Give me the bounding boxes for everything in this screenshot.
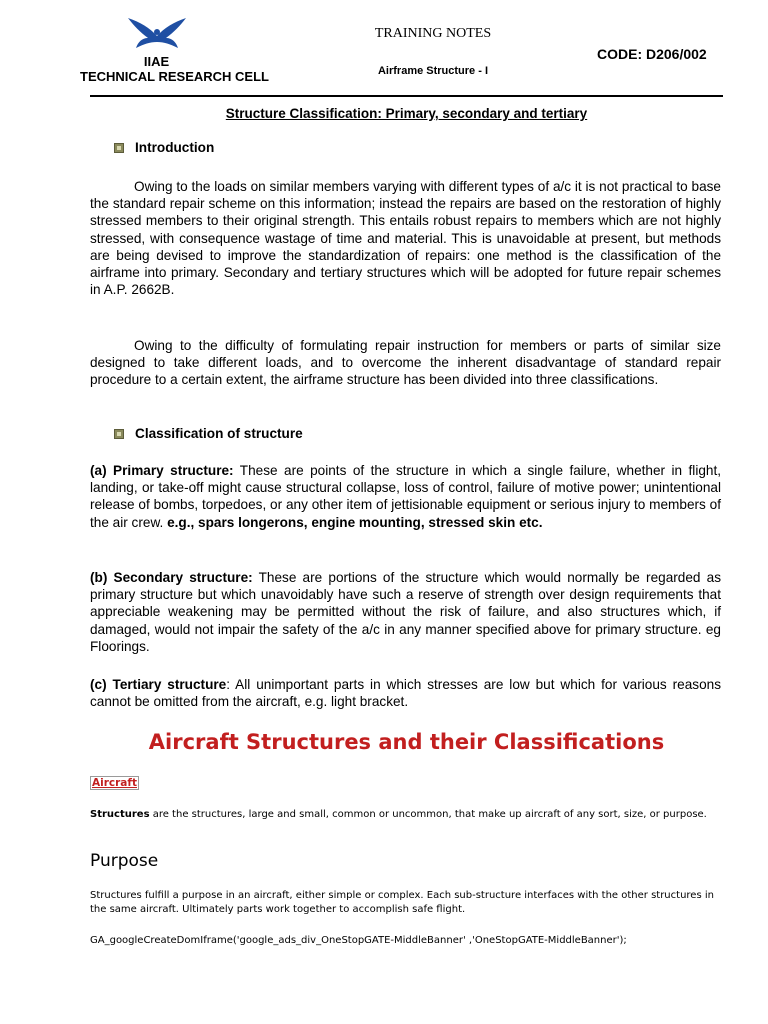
primary-structure-paragraph — [90, 462, 721, 531]
bullet-icon — [114, 429, 124, 439]
document-code: CODE: D206/002 — [597, 46, 707, 62]
primary-examples: e.g., spars longerons, engine mounting, stressed skin etc. — [167, 514, 543, 530]
purpose-heading: Purpose — [90, 851, 159, 871]
secondary-structure-paragraph — [90, 569, 721, 655]
aircraft-link[interactable]: Aircraft — [92, 777, 137, 789]
tertiary-structure-paragraph — [90, 676, 721, 710]
primary-text: These are points of the structure in which a single failure, whether in flight, landing, or take-off might cause structural collapse, loss of control, failure of motive power; unintentional release of bombs, torpedoes, or any other item of jettisionable equipment or serious injury to members of the air crew. — [90, 463, 722, 530]
intro-paragraph-2: Owing to the difficulty of formulating repair instruction for members or parts of similar size designed to take different loads, and to overcome the inherent disadvantage of standard repair procedure to a certain extent, the airframe structure has been divided into three classifications. — [90, 338, 721, 388]
primary-label: (a) Primary structure: — [90, 463, 234, 478]
tertiary-label: (c) Tertiary structure — [90, 677, 227, 692]
structures-bold: Structures — [90, 809, 150, 820]
classification-heading — [114, 426, 303, 441]
web-article-title: Aircraft Structures and their Classifications — [148, 730, 665, 754]
purpose-paragraph: Structures fulfill a purpose in an aircraft, either simple or complex. Each sub-structure interfaces with the other structures in the same aircraft. Ultimately parts work together to accomplish safe flight. — [90, 890, 714, 915]
secondary-text: These are portions of the structure which would normally be regarded as primary structure but which unavoidably have such a reserve of strength over design requirements that appreciable weakening may be permitted without the risk of failure, and also structures which, if damaged, would not impair the safety of the a/c in any manner specified above for primary structure. eg Floorings. — [90, 570, 721, 654]
structures-text: are the structures, large and small, common or uncommon, that make up aircraft of any sort, size, or purpose. — [149, 809, 707, 820]
ad-script-text: GA_googleCreateDomIframe('google_ads_div_OneStopGATE-MiddleBanner' ,'OneStopGATE-MiddleBanner'); — [90, 935, 627, 946]
classification-heading-text: Classification of structure — [135, 426, 303, 441]
secondary-label: (b) Secondary structure: — [90, 570, 253, 585]
document-type: TRAINING NOTES — [374, 26, 492, 41]
intro-heading — [114, 140, 214, 155]
header-divider — [90, 95, 723, 97]
org-subtitle: TECHNICAL RESEARCH CELL — [80, 69, 269, 84]
intro-paragraph-1: Owing to the loads on similar members varying with different types of a/c it is not practical to base the standard repair scheme on this information; instead the repairs are based on the restoration of highly stressed members to their original strength. This entails robust repairs to members which are not highly stressed, with consequence wastage of time and material. This is unavoidable at present, but methods are being devised to improve the standardization of repairs: one method is the classification of the airframe into primary. Secondary and tertiary structures which will be adopted for future repair schemes in A.P. 2662B. — [90, 179, 721, 298]
section-title: Structure Classification: Primary, secondary and tertiary — [225, 106, 588, 121]
tertiary-text: : All unimportant parts in which stresses are low but which for various reasons cannot be omitted from the aircraft, e.g. light bracket. — [90, 677, 721, 710]
org-name: IIAE — [143, 54, 170, 69]
intro-heading-text: Introduction — [135, 140, 215, 155]
bullet-icon — [114, 143, 124, 153]
eagle-logo-icon — [126, 16, 188, 54]
structures-paragraph — [90, 808, 721, 822]
document-subject: Airframe Structure - I — [377, 65, 489, 77]
